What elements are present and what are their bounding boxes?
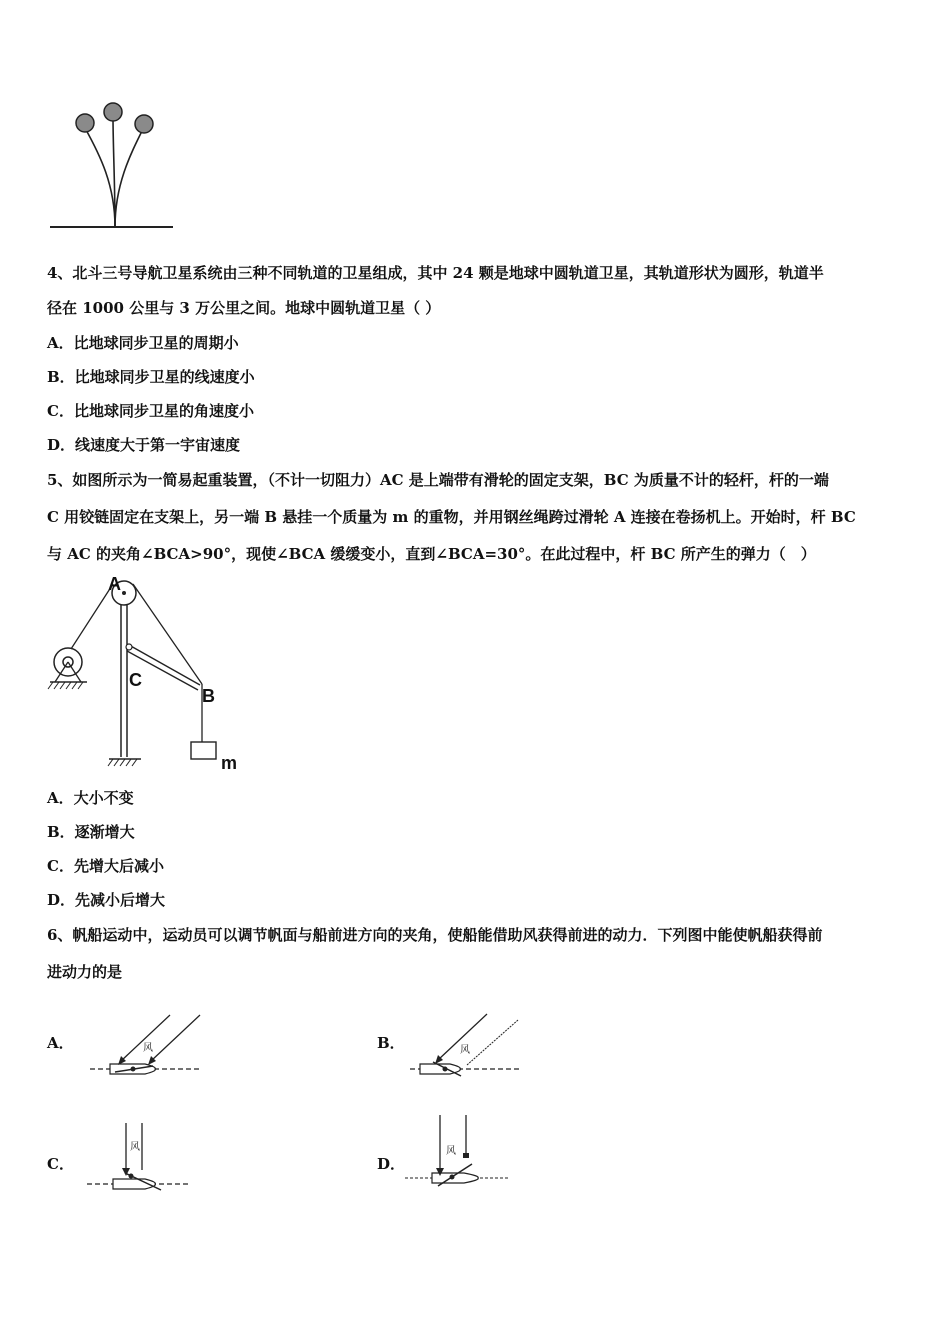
q4-option-c: C．比地球同步卫星的角速度小 bbox=[47, 402, 254, 420]
label-b: B bbox=[202, 686, 215, 706]
q5-stem-line2: C 用铰链固定在支架上，另一端 B 悬挂一个质量为 m 的重物，并用钢丝绳跨过滑轮 A 连接在卷扬机上。开始时，杆 BC bbox=[47, 508, 856, 526]
wind-label-d: 风 bbox=[446, 1146, 456, 1157]
wind-label-b: 风 bbox=[460, 1045, 470, 1056]
q4-option-d: D．线速度大于第一宇宙速度 bbox=[47, 436, 241, 454]
q6-option-d-label: D． bbox=[377, 1155, 406, 1173]
q6-stem-line2: 进动力的是 bbox=[47, 963, 123, 981]
q4-stem-line2: 径在 1000 公里与 3 万公里之间。地球中圆轨道卫星（ ） bbox=[47, 299, 441, 317]
sail-figure-d bbox=[402, 1110, 527, 1195]
q5-option-d: D．先减小后增大 bbox=[47, 891, 166, 909]
q5-option-b: B．逐渐增大 bbox=[47, 823, 135, 841]
q4-option-b: B．比地球同步卫星的线速度小 bbox=[47, 368, 255, 386]
q5-stem-line3: 与 AC 的夹角∠BCA>90°，现使∠BCA 缓缓变小，直到∠BCA=30°。在此过程中，杆 BC 所产生的弹力（ ） bbox=[47, 545, 816, 563]
label-c: C bbox=[129, 670, 142, 690]
sail-figure-c bbox=[85, 1118, 210, 1198]
label-a: A bbox=[108, 574, 121, 594]
q6-option-b-label: B． bbox=[377, 1034, 405, 1052]
wind-label-c: 风 bbox=[130, 1142, 140, 1153]
sail-figure-a bbox=[85, 1010, 210, 1085]
label-m: m bbox=[221, 753, 238, 773]
q4-stem-line1: 4、北斗三号导航卫星系统由三种不同轨道的卫星组成，其中 24 颗是地球中圆轨道卫星，其轨道形状为圆形，轨道半 bbox=[47, 264, 824, 282]
q6-option-a-label: A． bbox=[47, 1034, 74, 1052]
q5-option-a: A．大小不变 bbox=[47, 789, 134, 807]
sail-figure-b bbox=[405, 1010, 530, 1085]
q5-option-c: C．先增大后减小 bbox=[47, 857, 164, 875]
q6-option-c-label: C． bbox=[47, 1155, 74, 1173]
three-balls-figure bbox=[45, 95, 185, 235]
crane-figure bbox=[45, 572, 250, 777]
q4-option-a: A．比地球同步卫星的周期小 bbox=[47, 334, 239, 352]
q5-stem-line1: 5、如图所示为一简易起重装置，（不计一切阻力）AC 是上端带有滑轮的固定支架，BC 为质量不计的轻杆，杆的一端 bbox=[47, 471, 829, 489]
q6-stem-line1: 6、帆船运动中，运动员可以调节帆面与船前进方向的夹角，使船能借助风获得前进的动力．下列图中能使帆船获得前 bbox=[47, 926, 823, 944]
wind-label-a: 风 bbox=[143, 1043, 153, 1054]
